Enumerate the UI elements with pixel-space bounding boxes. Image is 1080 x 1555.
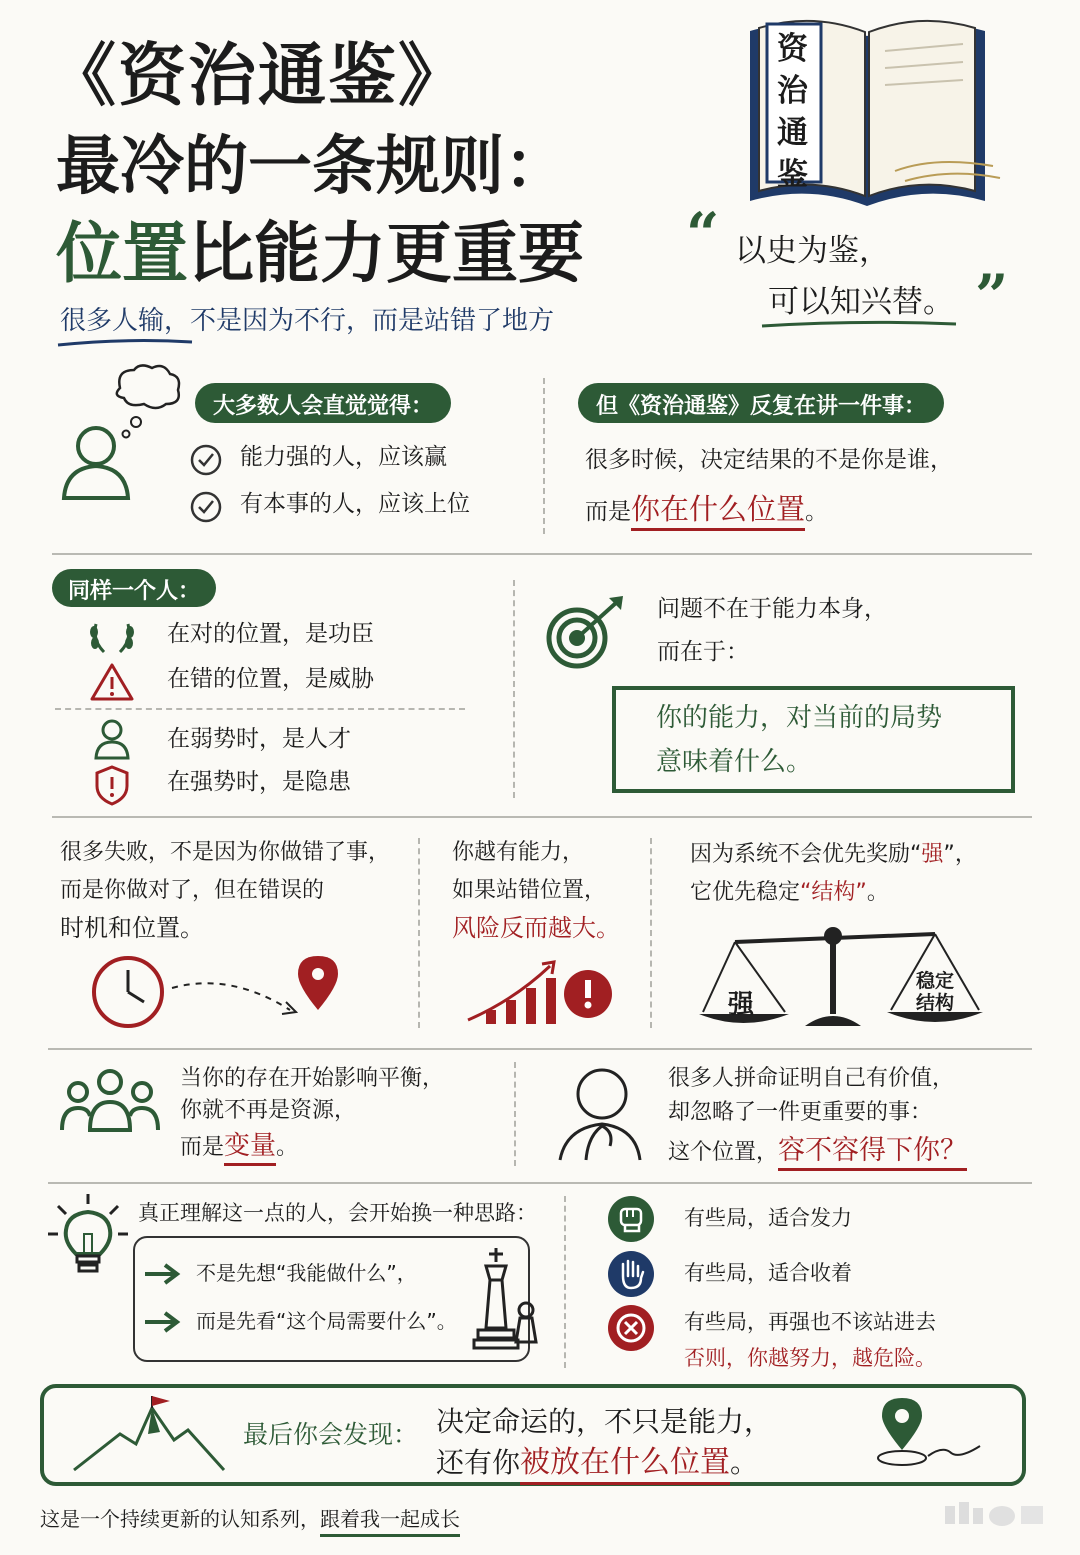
intuition-pill: 大多数人会直觉觉得： <box>195 383 451 423</box>
divider <box>55 708 465 710</box>
warning-icon <box>90 662 134 702</box>
mindset-not: 不是先想“我能做什么”， <box>196 1261 417 1285</box>
zztj-line2-suffix: 。 <box>805 499 829 525</box>
scale-left-label: 强 <box>728 990 755 1020</box>
page-title-line1: 《资治通鉴》 <box>48 36 469 116</box>
follow-link[interactable]: 跟着我一起成长 <box>320 1507 460 1537</box>
wrong-place-text: 在错的位置，是威胁 <box>167 666 374 692</box>
chess-pieces-icon <box>470 1244 540 1354</box>
conclusion-label: 最后你会发现： <box>243 1420 419 1449</box>
right-place-text: 在对的位置，是功臣 <box>167 621 374 647</box>
situation-hold: 有些局，适合收着 <box>684 1261 852 1285</box>
section-divider <box>52 553 1032 555</box>
zztj-line2-prefix: 而是 <box>585 499 631 525</box>
quote-line2: 可以知兴替。 <box>768 284 954 320</box>
quote-open-mark: “ <box>686 200 720 268</box>
variable-line3 <box>180 1126 298 1166</box>
mountain-flag-icon <box>70 1394 230 1474</box>
section-divider <box>52 816 1032 818</box>
book-icon <box>735 6 1005 211</box>
variable-line3-prefix: 而是 <box>180 1135 225 1160</box>
intuition-item-2: 有本事的人，应该上位 <box>240 491 470 517</box>
intuition-item-1: 能力强的人，应该赢 <box>240 444 447 470</box>
strong-highlight: 强 <box>921 842 944 867</box>
book-label: 资治通鉴 <box>777 31 808 193</box>
fit-highlight: 容不容得下你？ <box>778 1135 967 1171</box>
hand-icon <box>607 1250 655 1298</box>
system-line1 <box>690 838 977 872</box>
key-question-line2: 意味着什么。 <box>656 747 813 777</box>
system-line1-prefix: 因为系统不会优先奖励“ <box>690 842 922 867</box>
check-icon <box>189 490 223 524</box>
fist-icon <box>607 1195 655 1243</box>
variable-line3-suffix: 。 <box>276 1135 299 1160</box>
fit-line1: 很多人拼命证明自己有价值， <box>668 1066 955 1091</box>
series-note <box>40 1503 460 1532</box>
failure-line2: 而是你做对了，但在错误的 <box>60 878 325 903</box>
situation-warning: 否则，你越努力，越危险。 <box>684 1346 936 1370</box>
weak-text: 在弱势时，是人才 <box>167 726 351 752</box>
laurel-icon <box>86 616 138 656</box>
location-path-icon <box>870 1394 990 1474</box>
forbidden-icon <box>607 1304 655 1352</box>
structure-highlight: “结构” <box>800 880 867 905</box>
question-line1: 问题不在于能力本身， <box>657 596 887 622</box>
conclusion-highlight: 被放在什么位置 <box>520 1445 730 1485</box>
zztj-line2 <box>585 487 828 532</box>
quote-underline <box>760 318 960 332</box>
key-question-line1: 你的能力，对当前的局势 <box>656 703 943 733</box>
conclusion-line2-suffix: 。 <box>730 1446 759 1479</box>
situation-push: 有些局，适合发力 <box>684 1206 852 1230</box>
same-person-pill: 同样一个人： <box>52 569 216 607</box>
situation-avoid: 有些局，再强也不该站进去 <box>684 1310 936 1334</box>
fit-line2: 却忽略了一件更重要的事： <box>668 1100 933 1125</box>
section-divider <box>48 1048 1032 1050</box>
failure-line1: 很多失败，不是因为你做错了事， <box>60 840 391 865</box>
position-highlight: 你在什么位置 <box>631 492 805 531</box>
variable-highlight: 变量 <box>224 1131 276 1166</box>
lightbulb-icon <box>46 1190 130 1278</box>
ability-line3: 风险反而越大。 <box>452 914 620 942</box>
divider <box>513 580 515 798</box>
shield-alert-icon <box>92 764 132 806</box>
subtitle: 很多人输，不是因为不行，而是站错了地方 <box>60 306 555 336</box>
check-icon <box>189 443 223 477</box>
arrow-right-icon <box>143 1262 181 1286</box>
system-line2-prefix: 它优先稳定 <box>690 880 801 905</box>
series-note-prefix: 这是一个持续更新的认知系列， <box>40 1507 320 1531</box>
ability-line2: 如果站错位置， <box>452 878 607 903</box>
strong-text: 在强势时，是隐患 <box>167 769 351 795</box>
fit-line3-prefix: 这个位置， <box>668 1140 779 1165</box>
rising-risk-icon <box>464 958 624 1028</box>
page-title-line3 <box>56 200 584 295</box>
divider <box>564 1196 566 1368</box>
conclusion-line2 <box>436 1437 758 1481</box>
fit-line3 <box>668 1130 967 1172</box>
quote-close-mark: ” <box>975 262 1009 330</box>
section-divider <box>48 1182 1032 1184</box>
conclusion-line2-prefix: 还有你 <box>436 1446 521 1479</box>
target-icon <box>545 594 629 672</box>
thinking-person-icon <box>58 362 188 502</box>
person-icon <box>92 718 132 760</box>
divider <box>514 1062 516 1166</box>
arrow-right-icon <box>143 1310 181 1334</box>
conclusion-line1: 决定命运的，不只是能力， <box>436 1405 773 1438</box>
watermark-bars <box>945 1500 1055 1530</box>
variable-line2: 你就不再是资源， <box>180 1098 357 1123</box>
subtitle-underline <box>56 336 196 350</box>
insight-intro: 真正理解这一点的人，会开始换一种思路： <box>138 1201 537 1225</box>
zztj-pill: 但《资治通鉴》反复在讲一件事： <box>578 383 944 423</box>
zztj-line1: 很多时候，决定结果的不是你是谁， <box>585 447 953 473</box>
title-highlight: 位置 <box>56 214 188 292</box>
system-line2-suffix: 。 <box>866 880 889 905</box>
scale-right-label: 稳定结构 <box>915 970 954 1014</box>
system-line1-suffix: ”， <box>943 842 977 867</box>
divider <box>418 838 420 1028</box>
group-icon <box>60 1068 160 1136</box>
question-line2: 而在于： <box>657 639 749 665</box>
ability-line1: 你越有能力， <box>452 840 585 865</box>
system-line2 <box>690 876 889 910</box>
mindset-but: 而是先看“这个局需要什么”。 <box>196 1309 457 1333</box>
variable-line1: 当你的存在开始影响平衡， <box>180 1066 445 1091</box>
failure-line3: 时机和位置。 <box>60 914 204 942</box>
quote-line1: 以史为鉴， <box>735 233 890 269</box>
title-rest: 比能力更重要 <box>188 214 584 292</box>
page-title-line2: 最冷的一条规则： <box>56 129 568 204</box>
divider <box>543 378 545 534</box>
clock-to-location-icon <box>90 952 350 1032</box>
thinking-man-icon <box>556 1066 642 1162</box>
divider <box>650 838 652 1028</box>
